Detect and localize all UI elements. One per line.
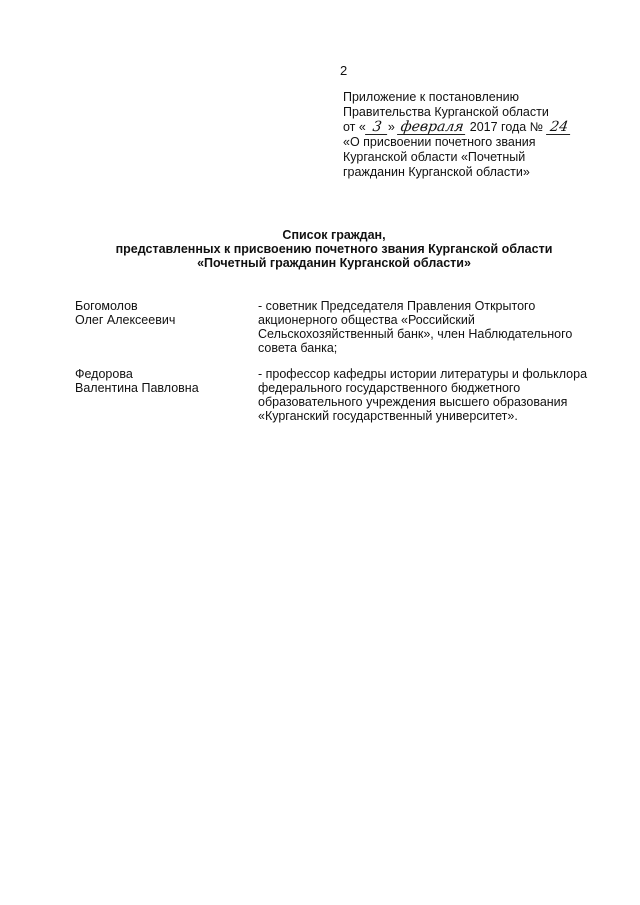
title-line-2: представленных к присвоению почетного звания Курганской области [115,242,553,256]
appendix-line-5: Курганской области «Почетный [343,150,526,164]
citizen-surname: Богомолов [75,299,138,313]
page-number: 2 [340,63,348,78]
citizen-name [75,367,258,423]
list-item [75,299,615,355]
citizen-name [75,299,258,355]
appendix-line-2: Правительства Курганской области [343,105,549,119]
citizen-list [75,299,615,435]
date-mid: » [387,120,395,134]
appendix-header [343,90,603,180]
title-line-1: Список граждан, [282,228,386,242]
title-line-3: «Почетный гражданин Курганской области» [197,256,471,270]
handwritten-day: 3 [365,121,389,135]
document-title [60,228,608,270]
citizen-surname: Федорова [75,367,133,381]
date-prefix: от « [343,120,366,134]
appendix-date-line [343,120,603,135]
citizen-given-names: Валентина Павловна [75,381,199,395]
appendix-line-4: «О присвоении почетного звания [343,135,536,149]
handwritten-doc-number: 24 [546,121,572,135]
citizen-description: - советник Председателя Правления Открытого акционерного общества «Российский Сельскохозяйственный банк», член Наблюдательного совета банка; [258,299,573,355]
citizen-given-names: Олег Алексеевич [75,313,176,327]
citizen-description: - профессор кафедры истории литературы и фольклора федерального государственного бюджетного образовательного учреждения высшего образования «Курганский государственный университет». [258,367,588,423]
appendix-line-6: гражданин Курганской области» [343,165,530,179]
appendix-line-1: Приложение к постановлению [343,90,519,104]
list-item [75,367,615,423]
handwritten-month: февраля [397,121,467,135]
date-year-text: 2017 года № [469,120,544,134]
